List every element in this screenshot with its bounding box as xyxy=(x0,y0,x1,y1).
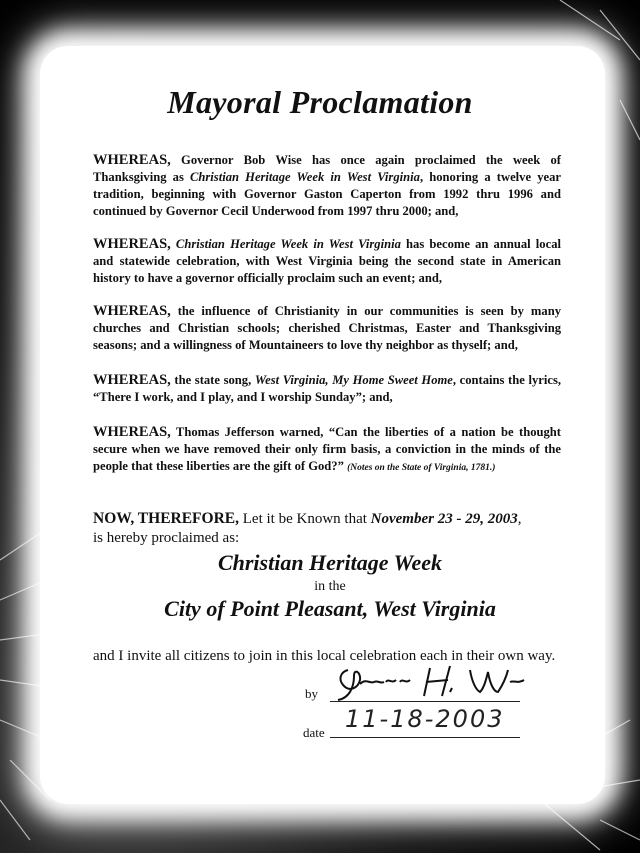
date-line xyxy=(330,737,520,738)
in-the-label: in the xyxy=(314,579,346,594)
date-label: date xyxy=(303,725,325,740)
whereas-paragraph-4: WHEREAS, the state song, West Virginia, My Home Sweet Home, contains the lyrics, “There I work, and I play, and I worship Sunday”; and, xyxy=(93,372,561,404)
signed-date: 11-18-2003 xyxy=(345,705,505,733)
whereas-paragraph-5: WHEREAS, Thomas Jefferson warned, “Can the liberties of a nation be thought secure when we have removed their only firm basis, a conviction in the minds of the people that these liberties are the gift of God?” (Notes on the State of Virginia, 1781.) xyxy=(93,424,561,473)
whereas-paragraph-3: WHEREAS, the influence of Christianity in our communities is seen by many churches and Christian schools; cherished Christmas, Easter and Thanksgiving seasons; and a willingness of Mountaineers to love thy neighbor as thyself; and, xyxy=(93,303,561,352)
page-title: Mayoral Proclamation xyxy=(167,84,473,120)
invitation-text: and I invite all citizens to join in this local celebration each in their own way. xyxy=(93,648,556,664)
by-label: by xyxy=(305,686,318,701)
mayor-signature xyxy=(330,662,530,706)
event-name-heading: Christian Heritage Week xyxy=(217,550,443,575)
signature-line xyxy=(330,701,520,702)
citation: (Notes on the State of Virginia, 1781.) xyxy=(347,463,496,473)
whereas-paragraph-1: WHEREAS, Governor Bob Wise has once again proclaimed the week of Thanksgiving as Christian Heritage Week in West Virginia, honoring a twelve year tradition, beginning with Governor Gaston Caperton from 1992 thru 1996 and continued by Governor Cecil Underwood from 1997 thru 2000; and, xyxy=(93,152,561,218)
now-therefore-paragraph: NOW, THEREFORE, Let it be Known that November 23 - 29, 2003, is hereby proclaimed as: xyxy=(93,510,522,546)
city-heading: City of Point Pleasant, West Virginia xyxy=(164,596,496,621)
whereas-paragraph-2: WHEREAS, Christian Heritage Week in West Virginia has become an annual local and statewide celebration, with West Virginia being the second state in American history to have a governor officially proclaim such an event; and, xyxy=(93,236,561,285)
